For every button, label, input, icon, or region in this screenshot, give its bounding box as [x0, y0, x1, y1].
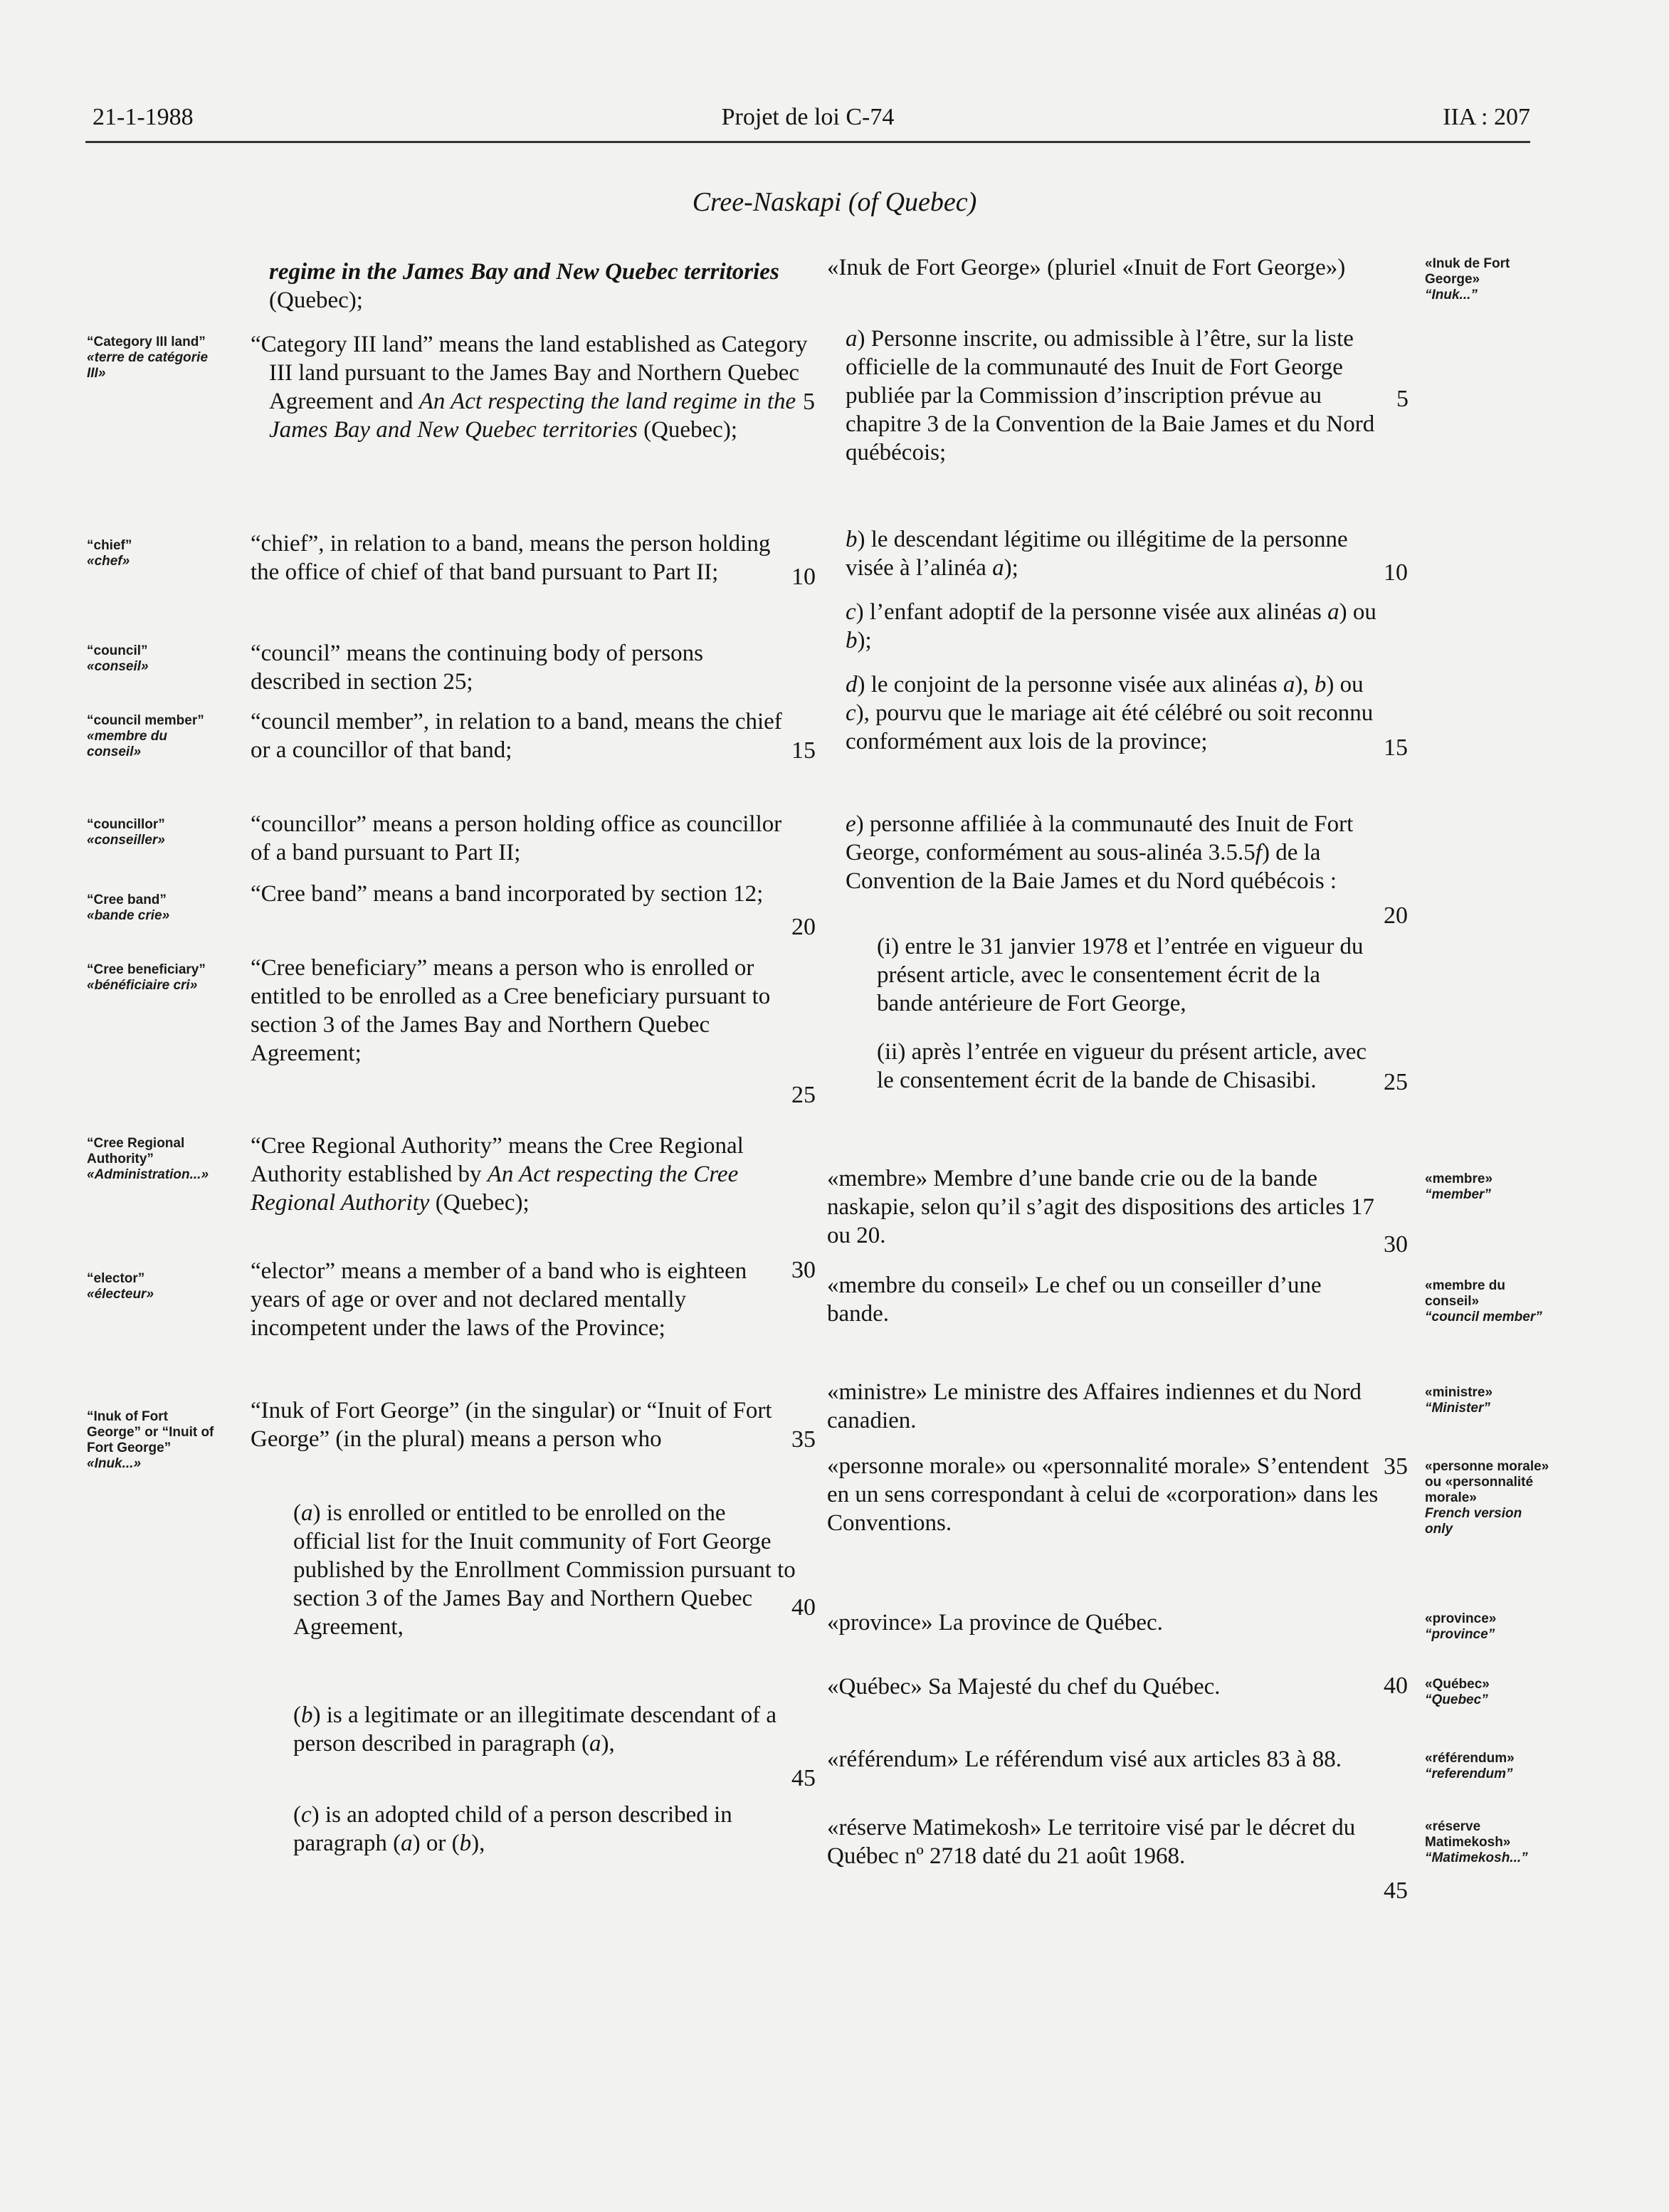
line-number: 25: [791, 1082, 816, 1108]
right-entry: «référendum» Le référendum visé aux articles 83 à 88.: [827, 1747, 1342, 1772]
line-number: 25: [1384, 1069, 1408, 1095]
right-entry: (i) entre le 31 janvier 1978 et l’entrée en vigueur du présent article, avec le consentement écrit de la bande antérieure de Fort George,: [877, 934, 1364, 1016]
page-header: [85, 104, 1530, 147]
left-entry: regime in the James Bay and New Quebec territories (Quebec);: [269, 259, 779, 313]
margin-note-en: “Cree beneficiary”: [87, 962, 206, 977]
margin-note-en-term: French version only: [1425, 1506, 1522, 1537]
left-entry: “council” means the continuing body of persons described in section 25;: [251, 641, 704, 695]
margin-note-fr-term: «Inuk de Fort George»: [1425, 256, 1510, 287]
margin-note-fr-term: «ministre»: [1425, 1385, 1493, 1400]
line-number: 5: [803, 389, 815, 415]
right-margin-note: [1425, 1677, 1553, 1708]
line-number: 15: [791, 737, 816, 764]
margin-note-en-term: “Minister”: [1425, 1401, 1490, 1416]
line-number: 15: [1384, 734, 1408, 761]
line-number: 40: [791, 1594, 816, 1621]
line-number: 20: [791, 914, 816, 940]
margin-note-fr: «conseiller»: [87, 833, 165, 848]
left-entry: “council member”, in relation to a band, means the chief or a councillor of that band;: [251, 709, 782, 763]
left-entry: “councillor” means a person holding office as councillor of a band pursuant to Part II;: [251, 811, 782, 865]
margin-note-fr: «Inuk...»: [87, 1456, 142, 1471]
margin-note-en: “Cree band”: [87, 892, 167, 907]
line-number: 40: [1384, 1673, 1408, 1699]
right-margin-note: [1425, 256, 1553, 303]
left-entry: (a) is enrolled or entitled to be enrolled on the official list for the Inuit community of Fort George published by the Enrollment Commission pursuant to section 3 of the James Bay and Northern Quebec Agreement,: [293, 1500, 796, 1640]
line-number: 30: [1384, 1231, 1408, 1258]
left-entry: “elector” means a member of a band who is eighteen years of age or over and not declared mentally incompetent under the laws of the Province;: [251, 1258, 747, 1341]
margin-note-en-term: “Matimekosh...”: [1425, 1850, 1528, 1865]
margin-note-fr: «électeur»: [87, 1287, 154, 1302]
left-entry: (b) is a legitimate or an illegitimate descendant of a person described in paragraph (a),: [293, 1702, 777, 1757]
left-margin-note: [87, 892, 222, 924]
margin-note-en: “Cree Regional Authority”: [87, 1136, 185, 1166]
right-entry: «Québec» Sa Majesté du chef du Québec.: [827, 1674, 1221, 1700]
margin-note-fr: «membre du conseil»: [87, 729, 167, 759]
margin-note-fr: «bande crie»: [87, 908, 170, 923]
right-margin-note: [1425, 1385, 1553, 1416]
left-entry: “Inuk of Fort George” (in the singular) or “Inuit of Fort George” (in the plural) means a person who: [251, 1398, 772, 1452]
left-margin-note: [87, 817, 222, 848]
header-date: 21-1-1988: [93, 104, 194, 130]
left-margin-note: [87, 1409, 222, 1472]
line-number: 30: [791, 1257, 816, 1283]
left-margin-note: [87, 962, 222, 994]
line-number: 35: [791, 1426, 816, 1453]
margin-note-en: “councillor”: [87, 817, 165, 832]
document-subtitle: Cree-Naskapi (of Quebec): [692, 187, 977, 217]
margin-note-fr-term: «personne morale» ou «personnalité morale»: [1425, 1459, 1549, 1505]
line-number: 20: [1384, 902, 1408, 929]
right-entry: «membre du conseil» Le chef ou un conseiller d’une bande.: [827, 1273, 1322, 1327]
margin-note-fr-term: «membre du conseil»: [1425, 1278, 1505, 1309]
margin-note-fr: «Administration...»: [87, 1167, 209, 1182]
line-number: 45: [791, 1765, 816, 1791]
margin-note-en: “Inuk of Fort George” or “Inuit of Fort George”: [87, 1409, 214, 1455]
margin-note-en-term: “member”: [1425, 1187, 1491, 1202]
line-number: 10: [1384, 559, 1408, 586]
left-margin-note: [87, 335, 222, 381]
right-entry: b) le descendant légitime ou illégitime de la personne visée à l’alinéa a);: [846, 527, 1348, 581]
margin-note-fr: «bénéficiaire cri»: [87, 978, 198, 993]
margin-note-fr: «terre de catégorie III»: [87, 350, 209, 381]
margin-note-fr: «chef»: [87, 554, 130, 569]
header-page-number: IIA : 207: [1443, 104, 1530, 130]
margin-note-en: “council member”: [87, 713, 204, 728]
right-entry: a) Personne inscrite, ou admissible à l’être, sur la liste officielle de la communauté des Inuit de Fort George publiée par la Commission d’inscription prévue au chapitre 3 de la Convention de la Baie James et du Nord québécois;: [846, 326, 1375, 465]
right-entry: «Inuk de Fort George» (pluriel «Inuit de Fort George»): [827, 255, 1346, 280]
margin-note-fr-term: «membre»: [1425, 1171, 1493, 1186]
left-entry: “Cree beneficiary” means a person who is enrolled or entitled to be enrolled as a Cree beneficiary pursuant to section 3 of the James Bay and Northern Quebec Agreement;: [251, 955, 771, 1066]
right-margin-note: [1425, 1611, 1553, 1643]
line-number: 45: [1384, 1877, 1408, 1904]
left-entry: “chief”, in relation to a band, means the person holding the office of chief of that band pursuant to Part II;: [251, 531, 771, 585]
left-entry: (c) is an adopted child of a person described in paragraph (a) or (b),: [293, 1802, 732, 1856]
right-margin-note: [1425, 1751, 1553, 1782]
right-margin-note: [1425, 1459, 1553, 1537]
margin-note-en-term: “referendum”: [1425, 1766, 1513, 1781]
right-margin-note: [1425, 1171, 1553, 1203]
left-entry: “Category III land” means the land established as Category III land pursuant to the James Bay and Northern Quebec Agreement and An Act respecting the land regime in the James Bay and New Quebec territories (Quebec);: [251, 332, 808, 443]
right-entry: d) le conjoint de la personne visée aux alinéas a), b) ou c), pourvu que le mariage ait été célébré ou soit reconnu conformément aux lois de la province;: [846, 672, 1374, 754]
left-margin-note: [87, 643, 222, 675]
left-entry: “Cree band” means a band incorporated by section 12;: [251, 881, 764, 907]
margin-note-en: “Category III land”: [87, 335, 206, 349]
margin-note-en-term: “council member”: [1425, 1310, 1542, 1324]
margin-note-en: “council”: [87, 643, 148, 658]
margin-note-en-term: “Inuk...”: [1425, 288, 1478, 302]
right-entry: c) l’enfant adoptif de la personne visée aux alinéas a) ou b);: [846, 599, 1376, 653]
line-number: 5: [1396, 386, 1409, 412]
margin-note-en: “chief”: [87, 538, 132, 553]
right-margin-note: [1425, 1819, 1553, 1866]
margin-note-en-term: “province”: [1425, 1627, 1495, 1642]
right-entry: «ministre» Le ministre des Affaires indiennes et du Nord canadien.: [827, 1379, 1362, 1433]
left-margin-note: [87, 713, 222, 760]
margin-note-en: “elector”: [87, 1271, 145, 1286]
right-entry: «réserve Matimekosh» Le territoire visé par le décret du Québec nº 2718 daté du 21 août 1968.: [827, 1815, 1356, 1869]
right-entry: «personne morale» ou «personnalité morale» S’entendent en un sens correspondant à celui de «corporation» dans les Conventions.: [827, 1453, 1379, 1536]
left-margin-note: [87, 1136, 222, 1183]
margin-note-fr-term: «Québec»: [1425, 1677, 1490, 1692]
line-number: 35: [1384, 1453, 1408, 1480]
left-margin-note: [87, 1271, 222, 1302]
right-margin-note: [1425, 1278, 1553, 1325]
header-title: Projet de loi C-74: [721, 104, 895, 130]
margin-note-fr-term: «province»: [1425, 1611, 1497, 1626]
right-entry: «province» La province de Québec.: [827, 1610, 1163, 1636]
margin-note-fr-term: «réserve Matimekosh»: [1425, 1819, 1511, 1850]
left-entry: “Cree Regional Authority” means the Cree Regional Authority established by An Act respecting the Cree Regional Authority (Quebec);: [251, 1133, 744, 1216]
margin-note-en-term: “Quebec”: [1425, 1692, 1488, 1707]
right-entry: (ii) après l’entrée en vigueur du présent article, avec le consentement écrit de la bande de Chisasibi.: [877, 1039, 1367, 1093]
line-number: 10: [791, 564, 816, 590]
margin-note-fr: «conseil»: [87, 659, 149, 674]
right-entry: «membre» Membre d’une bande crie ou de la bande naskapie, selon qu’il s’agit des dispositions des articles 17 ou 20.: [827, 1166, 1374, 1248]
left-margin-note: [87, 538, 222, 569]
margin-note-fr-term: «référendum»: [1425, 1751, 1515, 1766]
header-rule: [85, 141, 1530, 143]
right-entry: e) personne affiliée à la communauté des Inuit de Fort George, conformément au sous-alinéa 3.5.5f) de la Convention de la Baie James et du Nord québécois :: [846, 811, 1354, 894]
